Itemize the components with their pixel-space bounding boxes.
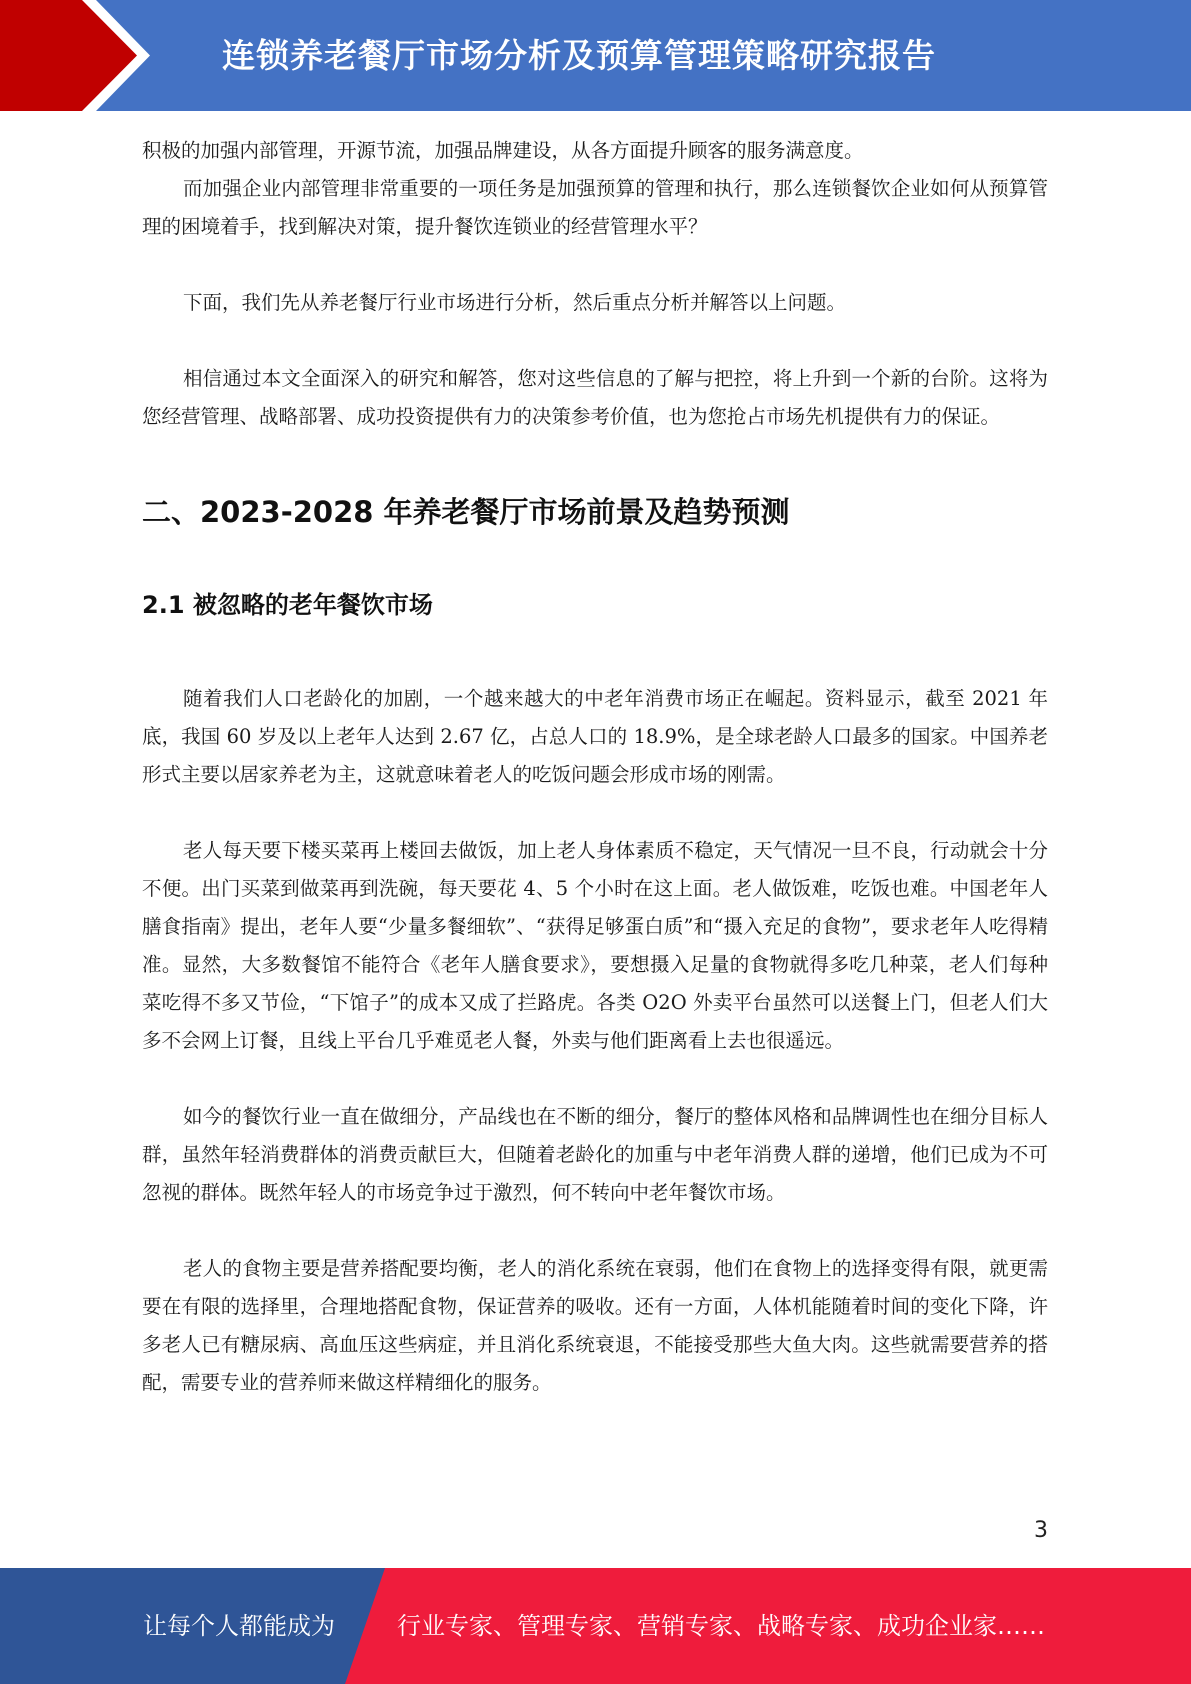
paragraph: 随着我们人口老龄化的加剧，一个越来越大的中老年消费市场正在崛起。资料显示，截至 2021 年底，我国 60 岁及以上老年人达到 2.67 亿，占总人口的 18.9%，是全球老龄人口最多的国家。中国养老形式主要以居家养老为主，这就意味着老人的吃饭问题会形成市场的刚需。 bbox=[142, 687, 1048, 786]
arrow-icon bbox=[0, 0, 160, 111]
document-title: 连锁养老餐厅市场分析及预算管理策略研究报告 bbox=[222, 36, 936, 75]
section-heading: 二、2023-2028 年养老餐厅市场前景及趋势预测 bbox=[142, 495, 790, 529]
footer-slogan-right: 行业专家、管理专家、营销专家、战略专家、成功企业家…… bbox=[397, 1612, 1045, 1640]
page-body bbox=[142, 132, 1048, 1402]
footer-slogan-left: 让每个人都能成为 bbox=[143, 1612, 335, 1640]
paragraph: 积极的加强内部管理，开源节流，加强品牌建设，从各方面提升顾客的服务满意度。 bbox=[142, 139, 864, 162]
paragraph: 下面，我们先从养老餐厅行业市场进行分析，然后重点分析并解答以上问题。 bbox=[183, 291, 847, 314]
paragraph: 而加强企业内部管理非常重要的一项任务是加强预算的管理和执行，那么连锁餐饮企业如何从预算管理的困境着手，找到解决对策，提升餐饮连锁业的经营管理水平？ bbox=[142, 177, 1048, 238]
paragraph: 老人每天要下楼买菜再上楼回去做饭，加上老人身体素质不稳定，天气情况一旦不良，行动就会十分不便。出门买菜到做菜再到洗碗，每天要花 4、5 个小时在这上面。老人做饭难，吃饭也难。中国老年人膳食指南》提出，老年人要“少量多餐细软”、“获得足够蛋白质”和“摄入充足的食物”，要求老年人吃得精准。显然，大多数餐馆不能符合《老年人膳食要求》，要想摄入足量的食物就得多吃几种菜，老人们每种菜吃得不多又节俭，“下馆子”的成本又成了拦路虎。各类 O2O 外卖平台虽然可以送餐上门，但老人们大多不会网上订餐，且线上平台几乎难觅老人餐，外卖与他们距离看上去也很遥远。 bbox=[142, 839, 1048, 1052]
page-number: 3 bbox=[1034, 1518, 1048, 1543]
footer-banner bbox=[0, 1568, 1191, 1684]
paragraph: 如今的餐饮行业一直在做细分，产品线也在不断的细分，餐厅的整体风格和品牌调性也在细分目标人群，虽然年轻消费群体的消费贡献巨大，但随着老龄化的加重与中老年消费人群的递增，他们已成为不可忽视的群体。既然年轻人的市场竞争过于激烈，何不转向中老年餐饮市场。 bbox=[142, 1105, 1048, 1204]
header-banner bbox=[0, 0, 1191, 111]
paragraph: 老人的食物主要是营养搭配要均衡，老人的消化系统在衰弱，他们在食物上的选择变得有限，就更需要在有限的选择里，合理地搭配食物，保证营养的吸收。还有一方面，人体机能随着时间的变化下降，许多老人已有糖尿病、高血压这些病症，并且消化系统衰退，不能接受那些大鱼大肉。这些就需要营养的搭配，需要专业的营养师来做这样精细化的服务。 bbox=[142, 1257, 1048, 1394]
paragraph: 相信通过本文全面深入的研究和解答，您对这些信息的了解与把控，将上升到一个新的台阶。这将为您经营管理、战略部署、成功投资提供有力的决策参考价值，也为您抢占市场先机提供有力的保证。 bbox=[142, 367, 1048, 428]
subsection-heading: 2.1 被忽略的老年餐饮市场 bbox=[142, 591, 433, 619]
